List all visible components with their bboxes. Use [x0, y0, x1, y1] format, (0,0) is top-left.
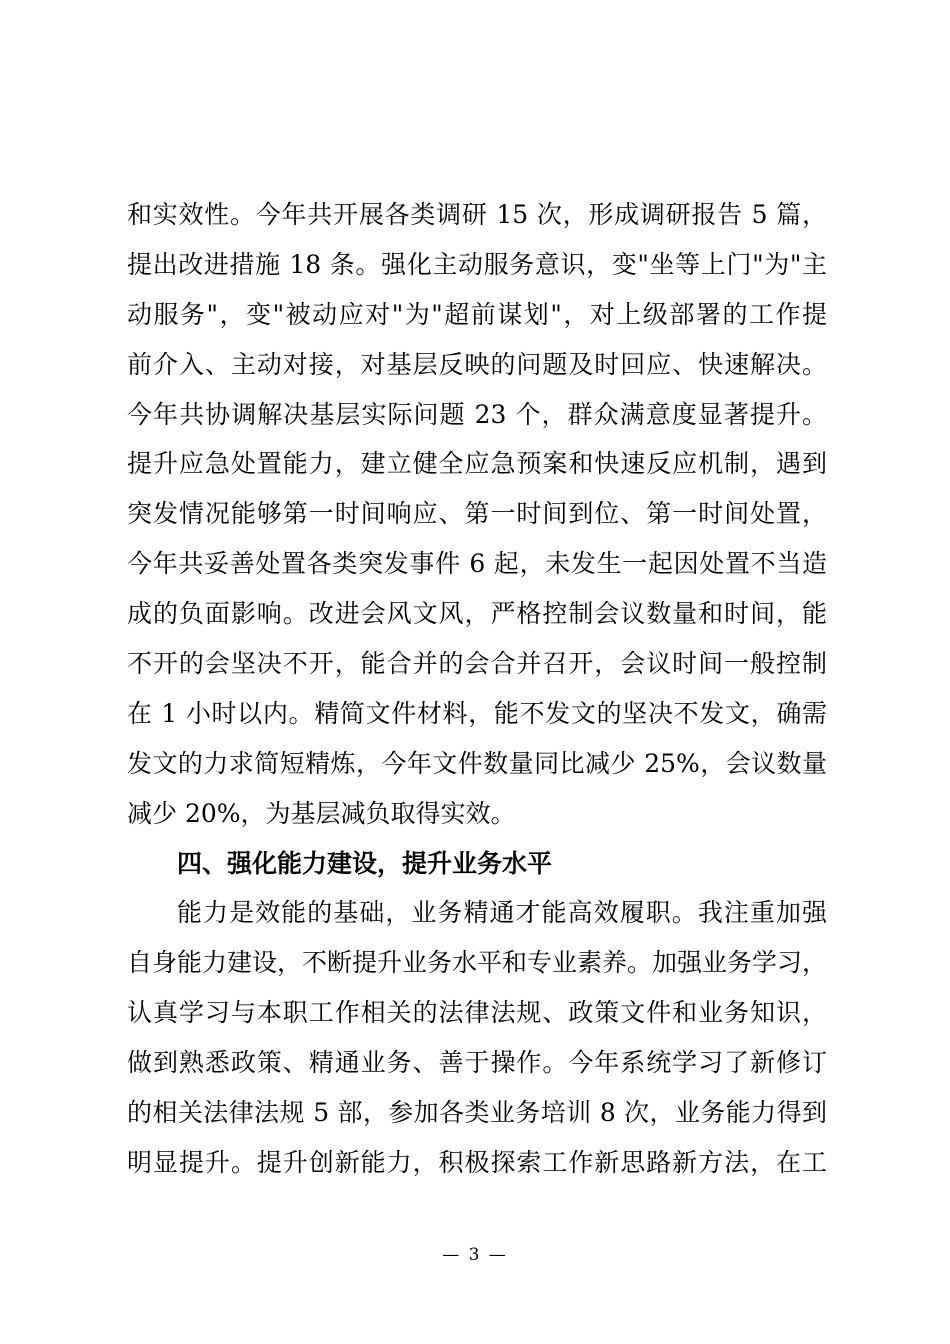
paragraph-line: 在 1 小时以内。精简文件材料，能不发文的坚决不发文，确需 — [127, 698, 827, 728]
paragraph-line: 减少 20%，为基层减负取得实效。 — [127, 798, 516, 828]
paragraph-line: 突发情况能够第一时间响应、第一时间到位、第一时间处置， — [127, 499, 827, 529]
paragraph-line: 和实效性。今年共开展各类调研 15 次，形成调研报告 5 篇， — [127, 200, 827, 229]
paragraph-line: 动服务"，变"被动应对"为"超前谋划"，对上级部署的工作提 — [127, 299, 827, 329]
paragraph-line: 能力是效能的基础，业务精通才能高效履职。我注重加强 — [177, 898, 827, 928]
paragraph-line: 的相关法律法规 5 部，参加各类业务培训 8 次，业务能力得到 — [127, 1098, 827, 1128]
paragraph-line: 做到熟悉政策、精通业务、善于操作。今年系统学习了新修订 — [127, 1048, 827, 1078]
paragraph-line: 前介入、主动对接，对基层反映的问题及时回应、快速解决。 — [127, 349, 827, 379]
document-body — [127, 190, 827, 1188]
page-number: — 3 — — [442, 1245, 508, 1265]
paragraph-line: 明显提升。提升创新能力，积极探索工作新思路新方法，在工 — [127, 1147, 827, 1177]
paragraph-line: 提出改进措施 18 条。强化主动服务意识，变"坐等上门"为"主 — [127, 249, 827, 279]
paragraph-line: 提升应急处置能力，建立健全应急预案和快速反应机制，遇到 — [127, 449, 827, 479]
paragraph-line: 今年共协调解决基层实际问题 23 个，群众满意度显著提升。 — [127, 399, 827, 429]
paragraph-line: 今年共妥善处置各类突发事件 6 起，未发生一起因处置不当造 — [127, 549, 827, 579]
paragraph-line: 自身能力建设，不断提升业务水平和专业素养。加强业务学习， — [127, 948, 828, 978]
paragraph-line: 不开的会坚决不开，能合并的会合并召开，会议时间一般控制 — [127, 649, 827, 679]
paragraph-line: 成的负面影响。改进会风文风，严格控制会议数量和时间，能 — [127, 599, 827, 629]
section-heading: 四、强化能力建设，提升业务水平 — [177, 848, 553, 878]
paragraph-line: 认真学习与本职工作相关的法律法规、政策文件和业务知识， — [127, 998, 827, 1028]
paragraph-line: 发文的力求简短精炼，今年文件数量同比减少 25%，会议数量 — [127, 748, 827, 778]
